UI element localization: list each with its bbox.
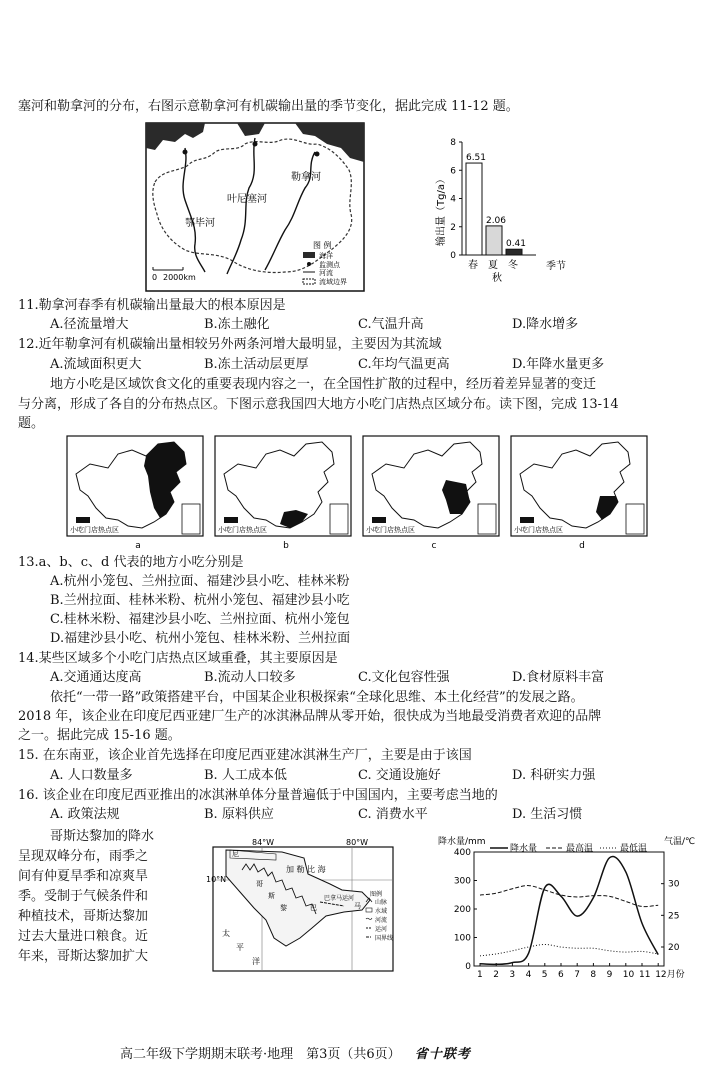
south-sea-inset xyxy=(330,504,348,534)
legend-precip: 降水量 xyxy=(510,844,538,854)
chart1-season-winter: 冬 xyxy=(508,260,518,271)
q12-option-d[interactable]: D.年降水量更多 xyxy=(512,357,605,372)
carbon-output-bar-chart xyxy=(432,128,582,293)
lena-label: 勒拿河 xyxy=(291,172,321,183)
monitoring-point xyxy=(183,150,188,155)
chart2-series-3 xyxy=(480,944,658,955)
south-sea-inset xyxy=(182,504,200,534)
legend-title: 图 例 xyxy=(313,241,332,250)
legend-hotspot-label: 小吃门店热点区 xyxy=(366,526,415,534)
chart2-right-tick-label: 25 xyxy=(668,911,680,922)
legend-ocean-swatch xyxy=(303,252,315,258)
legend-border: 国界线 xyxy=(375,935,394,942)
q13-option-d[interactable]: D.福建沙县小吃、杭州小笼包、桂林米粉、兰州拉面 xyxy=(50,631,351,646)
chart2-x-tick-label: 11 xyxy=(639,970,651,980)
q11-stem: 11.勒拿河春季有机碳输出量最大的根本原因是 xyxy=(18,298,286,313)
legend-hotspot-swatch xyxy=(372,517,386,523)
q11-option-a[interactable]: A.径流量增大 xyxy=(50,317,129,332)
legend-water: 水域 xyxy=(375,908,388,915)
south-sea-inset xyxy=(626,504,644,534)
chart2-left-tick-label: 400 xyxy=(453,848,471,858)
q11-option-c[interactable]: C.气温升高 xyxy=(358,317,424,332)
snack-map-b xyxy=(215,436,351,551)
legend-hotspot-label: 小吃门店热点区 xyxy=(514,526,563,534)
place-label: 马 xyxy=(354,902,361,910)
passage4-line: 哥斯达黎加的降水 xyxy=(50,829,155,844)
legend-hotspot-swatch xyxy=(520,517,534,523)
south-sea-inset xyxy=(478,504,496,534)
snack-map-a xyxy=(67,436,203,551)
chart2-right-tick-label: 20 xyxy=(668,943,680,953)
place-label: 巴 xyxy=(310,904,317,912)
legend-hotspot-label: 小吃门店热点区 xyxy=(218,526,267,534)
chart1-bar-value-label: 0.41 xyxy=(505,239,527,250)
snack-map-c xyxy=(363,436,499,551)
legend-hotspot-label: 小吃门店热点区 xyxy=(70,526,119,534)
pacific-label-2: 平 xyxy=(236,943,244,952)
footer-stamp: 省十联考 xyxy=(414,1047,471,1062)
chart2-left-tick-label: 0 xyxy=(465,962,471,972)
q12-option-a[interactable]: A.流域面积更大 xyxy=(50,357,142,372)
q14-option-d[interactable]: D.食材原料丰富 xyxy=(512,670,605,685)
scale-label: 2000km xyxy=(163,273,196,282)
chart1-xlabel: 季节 xyxy=(546,261,566,272)
costa-rica-map xyxy=(206,838,394,972)
q14-option-b[interactable]: B.流动人口较多 xyxy=(204,670,296,685)
place-label: 哥 xyxy=(256,880,263,888)
q16-option-a[interactable]: A. 政策法规 xyxy=(50,807,120,822)
chart1-bar-3 xyxy=(506,249,522,255)
pacific-label-1: 太 xyxy=(222,929,230,938)
map-caption: c xyxy=(431,541,437,551)
chart2-right-tick-label: 30 xyxy=(668,879,680,890)
sea-label: 加 勒 比 海 xyxy=(286,865,326,874)
chart2-left-tick-label: 100 xyxy=(453,933,471,944)
q14-stem: 14.某些区域多个小吃门店热点区域重叠，其主要原因是 xyxy=(18,651,338,666)
q16-option-d[interactable]: D. 生活习惯 xyxy=(512,807,583,822)
legend-hotspot-swatch xyxy=(76,517,90,523)
legend-max: 最高温 xyxy=(566,844,594,854)
legend-point-swatch xyxy=(307,262,311,266)
q11-option-d[interactable]: D.降水增多 xyxy=(512,317,579,332)
q12-stem: 12.近年勒拿河有机碳输出量相较另外两条河增大最明显，主要因为其流域 xyxy=(18,337,442,352)
passage4-line: 年来，哥斯达黎加扩大 xyxy=(18,949,149,964)
passage3-line: 依托“一带一路”政策搭建平台，中国某企业积极探索“全球化思维、本土化经营”的发展之路。 xyxy=(50,690,584,705)
passage4-line: 间有仲夏旱季和凉爽旱 xyxy=(18,869,149,884)
canal-label: 巴拿马运河 xyxy=(324,895,355,902)
legend-mountain: 山脉 xyxy=(375,899,388,906)
q15-option-c[interactable]: C. 交通设施好 xyxy=(358,768,441,783)
chart2-x-tick-label: 1 xyxy=(477,970,483,980)
passage4-line: 季。受制于气候条件和 xyxy=(18,889,149,904)
chart2-x-tick-label: 12月份 xyxy=(655,970,685,980)
pacific-label-3: 洋 xyxy=(252,957,260,966)
chart2-x-tick-label: 7 xyxy=(574,970,580,980)
chart1-bar-2 xyxy=(486,226,502,255)
q13-option-a[interactable]: A.杭州小笼包、兰州拉面、福建沙县小吃、桂林米粉 xyxy=(50,574,350,589)
intro-line: 塞河和勒拿河的分布，右图示意勒拿河有机碳输出量的季节变化，据此完成 11-12 题。 xyxy=(18,99,519,114)
passage4-line: 过去大量进口粮食。近 xyxy=(18,929,149,944)
q15-option-d[interactable]: D. 科研实力强 xyxy=(512,768,596,783)
chart1-season-summer: 夏 xyxy=(488,260,498,271)
chart2-left-axis-label: 降水量/mm xyxy=(438,837,486,847)
q11-option-b[interactable]: B.冻土融化 xyxy=(204,317,270,332)
chart2-left-tick-label: 200 xyxy=(453,905,471,915)
chart2-right-axis-label: 气温/℃ xyxy=(664,837,696,847)
passage2-line: 与分离，形成了各自的分布热点区。下图示意我国四大地方小吃门店热点区域分布。读下图，完成 13-14 xyxy=(18,397,619,412)
chart1-ytick-label: 8 xyxy=(450,138,456,148)
q15-option-b[interactable]: B. 人工成本低 xyxy=(204,768,287,783)
q14-option-a[interactable]: A.交通通达度高 xyxy=(50,670,142,685)
passage3-line: 之一。据此完成 15-16 题。 xyxy=(18,728,181,743)
passage2-line: 地方小吃是区域饮食文化的重要表现内容之一，在全国性扩散的过程中，经历着差异显著的变迁 xyxy=(50,377,597,392)
legend-ocean: 海洋 xyxy=(319,252,333,260)
legend-basin: 流域边界 xyxy=(319,278,347,286)
snack-hotspot-maps xyxy=(66,434,656,552)
legend-river: 河流 xyxy=(375,917,388,924)
costa-rica-climate-chart xyxy=(430,832,700,982)
chart1-ytick-label: 0 xyxy=(450,251,456,261)
chart1-ytick-label: 4 xyxy=(450,194,456,205)
passage3-line: 2018 年，该企业在印度尼西亚建厂生产的冰淇淋品牌从零开始，很快成为当地最受消费者欢迎的品牌 xyxy=(18,709,602,724)
map-caption: d xyxy=(579,541,585,551)
chart1-season-autumn: 秋 xyxy=(492,273,502,284)
lon-84-label: 84°W xyxy=(252,838,275,847)
lon-80-label: 80°W xyxy=(346,838,369,847)
chart2-left-tick-label: 300 xyxy=(453,876,471,887)
chart2-x-tick-label: 6 xyxy=(558,970,564,980)
siberia-rivers-map xyxy=(145,122,365,292)
legend-point: 监测点 xyxy=(319,261,340,269)
q15-stem: 15. 在东南亚，该企业首先选择在印度尼西亚建冰淇淋生产厂，主要是由于该国 xyxy=(18,748,472,763)
footer-text: 高二年级下学期期末联考·地理 第3页（共6页） xyxy=(120,1047,401,1062)
passage2-line: 题。 xyxy=(18,416,45,431)
chart1-season-spring: 春 xyxy=(468,260,478,271)
legend-title: 图例 xyxy=(370,891,383,898)
place-label: 尼 xyxy=(232,850,239,858)
chart2-x-tick-label: 8 xyxy=(590,970,597,980)
page-footer xyxy=(120,1043,471,1062)
q13-stem: 13.a、b、c、d 代表的地方小吃分别是 xyxy=(18,555,244,570)
monitoring-point xyxy=(315,152,320,157)
place-label: 斯 xyxy=(268,892,275,900)
scale-zero: 0 xyxy=(152,273,158,282)
legend-canal: 运河 xyxy=(375,926,388,933)
chart1-bar-1 xyxy=(466,163,482,255)
q16-option-b[interactable]: B. 原料供应 xyxy=(204,807,274,822)
chart1-ylabel: 输出量（Tg/a） xyxy=(436,174,447,246)
chart1-ytick-label: 2 xyxy=(450,222,456,233)
legend-min: 最低温 xyxy=(620,844,648,854)
chart2-x-tick-label: 10 xyxy=(622,970,635,980)
q15-option-a[interactable]: A. 人口数量多 xyxy=(50,768,133,783)
passage4-line: 呈现双峰分布，雨季之 xyxy=(18,849,149,864)
chart1-ytick-label: 6 xyxy=(450,166,456,177)
q14-option-c[interactable]: C.文化包容性强 xyxy=(358,670,450,685)
place-label: 黎 xyxy=(280,904,287,912)
passage4-line: 种植技术，哥斯达黎加 xyxy=(18,909,149,924)
lat-label: 10°N xyxy=(206,875,227,884)
map-caption: b xyxy=(283,541,289,551)
chart1-bar-value-label: 6.51 xyxy=(465,153,487,164)
chart2-x-tick-label: 5 xyxy=(541,970,548,980)
chart1-bar-value-label: 2.06 xyxy=(485,215,507,226)
q16-stem: 16. 该企业在印度尼西亚推出的冰淇淋单体分量普遍低于中国国内，主要考虑当地的 xyxy=(18,788,498,803)
chart2-x-tick-label: 4 xyxy=(525,970,532,980)
chart2-x-tick-label: 2 xyxy=(493,970,499,980)
map-caption: a xyxy=(135,541,141,551)
ob-label: 鄂毕河 xyxy=(185,218,215,229)
q13-option-b[interactable]: B.兰州拉面、桂林米粉、杭州小笼包、福建沙县小吃 xyxy=(50,593,350,608)
q12-option-b[interactable]: B.冻土活动层更厚 xyxy=(204,357,309,372)
q13-option-c[interactable]: C.桂林米粉、福建沙县小吃、兰州拉面、杭州小笼包 xyxy=(50,612,350,627)
q12-option-c[interactable]: C.年均气温更高 xyxy=(358,357,450,372)
chart2-x-tick-label: 3 xyxy=(509,970,516,980)
chart2-x-tick-label: 9 xyxy=(606,970,613,980)
snack-map-d xyxy=(511,436,647,551)
yenisei-label: 叶尼塞河 xyxy=(227,194,267,205)
legend-river: 河流 xyxy=(319,269,333,277)
legend-hotspot-swatch xyxy=(224,517,238,523)
monitoring-point xyxy=(253,142,258,147)
q16-option-c[interactable]: C. 消费水平 xyxy=(358,807,428,822)
